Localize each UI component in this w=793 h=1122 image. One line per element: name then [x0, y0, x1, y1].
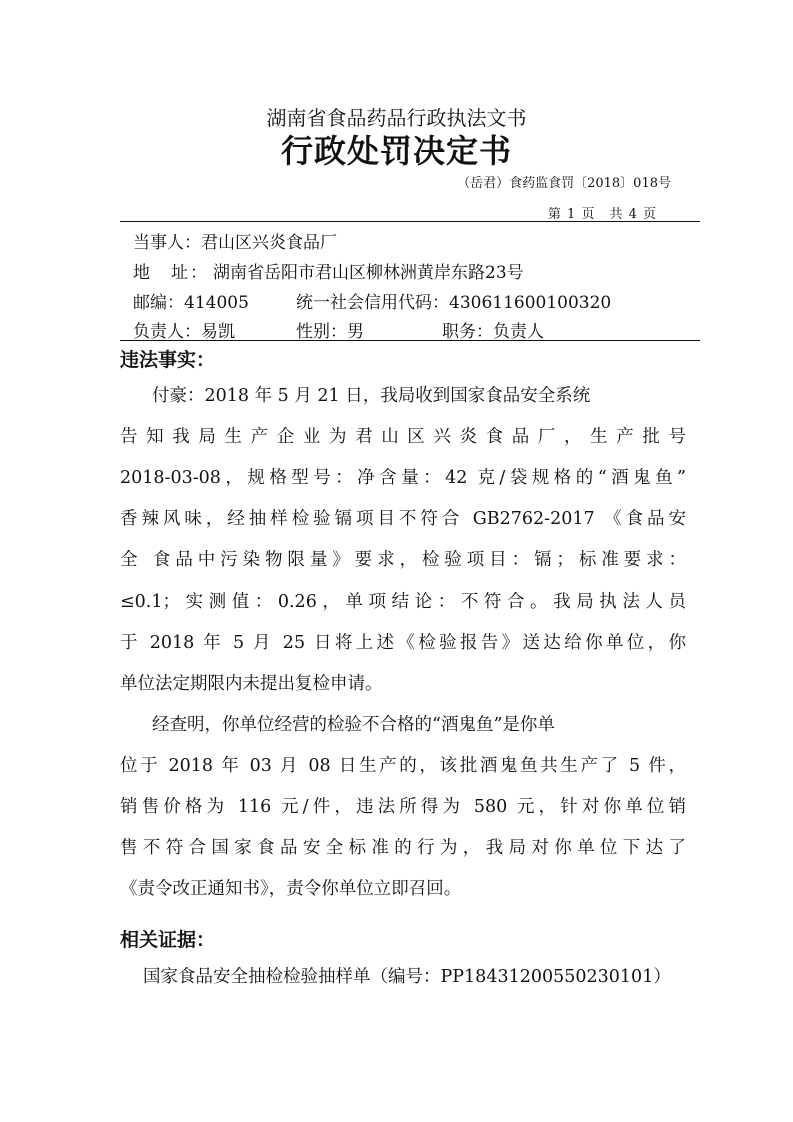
party-credit-code: 统一社会信用代码：430611600100320 — [296, 293, 612, 313]
violation-line: 单位法定期限内未提出复检申请。 — [120, 674, 383, 694]
violation-line: 2018-03-08，规格型号：净含量：42 克/袋规格的“酒鬼鱼” — [120, 468, 686, 488]
party-gender: 性别：男 — [296, 322, 364, 342]
violation-line: 告知我局生产企业为君山区兴炎食品厂，生产批号 — [120, 427, 686, 447]
party-postcode: 邮编：414005 — [133, 293, 249, 313]
party-name: 当事人：君山区兴炎食品厂 — [133, 233, 337, 253]
violation-line: ≤0.1；实测值：0.26，单项结论：不符合。我局执法人员 — [120, 592, 686, 612]
document-title: 行政处罚决定书 — [280, 132, 512, 170]
violation-line: 香辣风味，经抽样检验镉项目不符合 GB2762-2017 《食品安 — [120, 509, 686, 529]
violation-line: 售不符合国家食品安全标准的行为，我局对你单位下达了 — [120, 838, 686, 858]
document-number: （岳君）食药监食罚〔2018〕018号 — [457, 176, 671, 191]
violation-line: 位于 2018 年 03 月 08 日生产的，该批酒鬼鱼共生产了 5 件， — [120, 756, 686, 776]
violation-line: 销售价格为 116 元/件，违法所得为 580 元，针对你单位销 — [120, 797, 686, 817]
document-issuer: 湖南省食品药品行政执法文书 — [266, 106, 527, 130]
evidence-item: 国家食品安全抽检检验抽样单（编号：PP18431200550230101） — [143, 967, 671, 987]
violation-line: 经查明，你单位经营的检验不合格的“酒鬼鱼”是你单 — [152, 715, 555, 735]
party-address: 湖南省岳阳市君山区柳林洲黄岸东路23号 — [213, 263, 524, 283]
bottom-divider — [120, 340, 700, 341]
party-position: 职务：负责人 — [442, 322, 544, 342]
violation-line: 付豪：2018 年 5 月 21 日，我局收到国家食品安全系统 — [152, 386, 591, 406]
page-indicator: 第 1 页 共 4 页 — [547, 207, 657, 222]
violation-line: 全 食品中污染物限量》要求，检验项目：镉；标准要求： — [120, 550, 686, 570]
party-responsible-person: 负责人：易凯 — [133, 322, 235, 342]
violation-line: 于 2018 年 5 月 25 日将上述《检验报告》送达给你单位，你 — [120, 633, 686, 653]
violation-facts-heading: 违法事实： — [120, 349, 216, 371]
violation-line: 《责令改正通知书》，责令你单位立即召回。 — [120, 879, 462, 899]
top-divider — [120, 221, 700, 222]
party-address-label: 地 址： — [133, 263, 209, 283]
evidence-heading: 相关证据： — [120, 929, 216, 951]
